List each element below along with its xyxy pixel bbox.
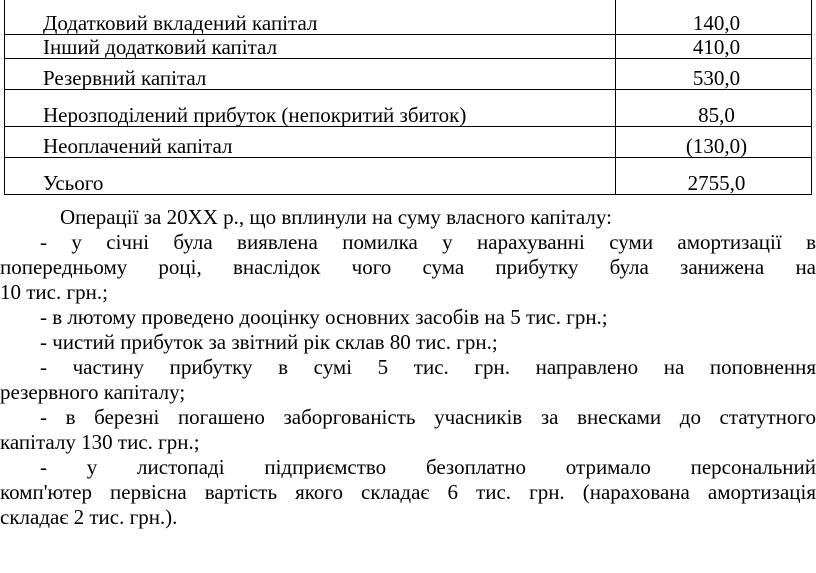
- operation-line: резервного капіталу;: [0, 380, 186, 404]
- operations-intro: Операції за 20ХХ р., що вплинули на суму власного капіталу:: [60, 205, 612, 229]
- row-value: 410,0: [616, 35, 812, 59]
- row-name: Нерозподілений прибуток (непокритий збиток): [5, 90, 616, 127]
- row-name: Інший додатковий капітал: [5, 35, 616, 59]
- table-row: [5, 90, 812, 127]
- total-value: 2755,0: [616, 158, 812, 195]
- equity-table: [4, 0, 812, 195]
- table-row: [5, 59, 812, 90]
- row-name: Резервний капітал: [5, 59, 616, 90]
- row-value: (130,0): [616, 127, 812, 158]
- row-value: 530,0: [616, 59, 812, 90]
- operations-text: [0, 205, 816, 530]
- row-value: 85,0: [616, 90, 812, 127]
- operation-line: - чистий прибуток за звітний рік склав 80 тис. грн.;: [40, 330, 498, 354]
- operation-line: 10 тис. грн.;: [0, 280, 108, 304]
- table-row: [5, 127, 812, 158]
- table-row: [5, 35, 812, 59]
- table-row: [5, 0, 812, 35]
- table-row-total: [5, 158, 812, 195]
- operation-line: - частину прибутку в сумі 5 тис. грн. направлено на поповнення: [40, 355, 816, 379]
- operation-line: - у січні була виявлена помилка у нарахуванні суми амортизації в: [40, 230, 816, 254]
- operation-line: капіталу 130 тис. грн.;: [0, 430, 200, 454]
- row-name: Додатковий вкладений капітал: [5, 0, 616, 35]
- row-value: 140,0: [616, 0, 812, 35]
- row-name: Неоплачений капітал: [5, 127, 616, 158]
- operation-line: - в лютому проведено дооцінку основних засобів на 5 тис. грн.;: [40, 305, 608, 329]
- operation-line: комп'ютер первісна вартість якого складає 6 тис. грн. (нарахована амортизація: [0, 480, 816, 504]
- operation-line: - в березні погашено заборгованість учасників за внесками до статутного: [40, 405, 816, 429]
- operation-line: - у листопаді підприємство безоплатно отримало персональний: [40, 455, 816, 479]
- operation-line: попередньому році, внаслідок чого сума прибутку була занижена на: [0, 255, 816, 279]
- total-label: Усього: [5, 158, 616, 195]
- operation-line: складає 2 тис. грн.).: [0, 505, 178, 529]
